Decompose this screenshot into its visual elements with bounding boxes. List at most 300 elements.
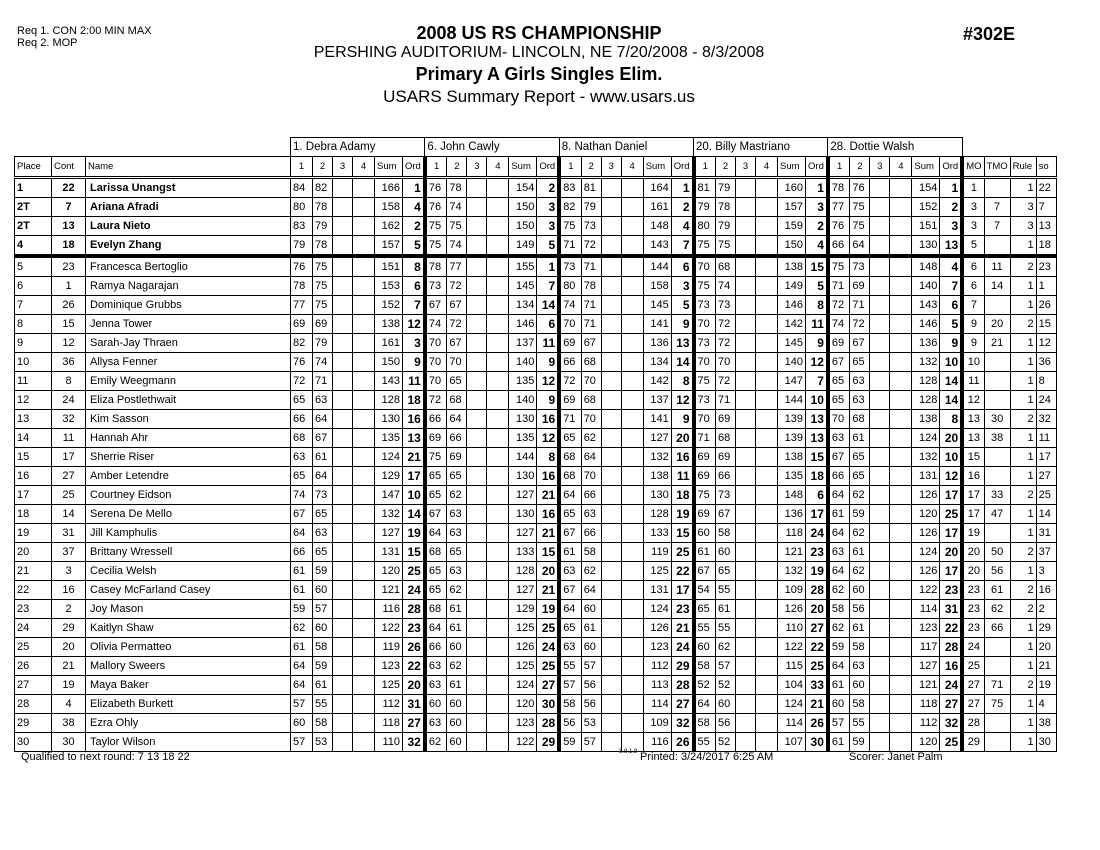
score-2: 70 — [581, 467, 601, 486]
ordinal: 20 — [940, 429, 962, 448]
table-row — [15, 448, 1057, 467]
version-code: 3.8.1.8 — [619, 749, 638, 755]
score-1: 59 — [828, 638, 850, 657]
score-3 — [601, 256, 621, 277]
score-2: 67 — [313, 429, 333, 448]
col-judge-1: 1 — [828, 157, 850, 178]
score-2: 56 — [850, 600, 870, 619]
place-cell: 6 — [15, 277, 52, 296]
table-row — [15, 581, 1057, 600]
ordinal: 23 — [806, 543, 828, 562]
score-sum: 122 — [912, 581, 940, 600]
score-1: 63 — [291, 448, 313, 467]
col-rule: Rule — [1010, 157, 1036, 178]
score-2: 75 — [447, 217, 467, 236]
score-3 — [601, 334, 621, 353]
score-sum: 131 — [643, 581, 671, 600]
skater-name: Elizabeth Burkett — [86, 695, 291, 714]
score-sum: 128 — [643, 505, 671, 524]
score-2: 73 — [313, 486, 333, 505]
ordinal: 7 — [806, 372, 828, 391]
score-sum: 154 — [509, 178, 537, 198]
ordinal: 26 — [403, 638, 425, 657]
score-3 — [333, 198, 353, 217]
score-3 — [601, 714, 621, 733]
score-sum: 120 — [912, 505, 940, 524]
score-sum: 133 — [509, 543, 537, 562]
place-cell: 30 — [15, 733, 52, 752]
score-3 — [601, 198, 621, 217]
ordinal: 27 — [671, 695, 693, 714]
score-3 — [870, 236, 890, 257]
score-1: 65 — [694, 600, 716, 619]
score-sum: 124 — [778, 695, 806, 714]
score-3 — [736, 236, 756, 257]
contestant-number: 7 — [52, 198, 86, 217]
score-2: 70 — [447, 353, 467, 372]
ordinal: 12 — [537, 429, 559, 448]
score-1: 60 — [828, 695, 850, 714]
ordinal: 16 — [403, 410, 425, 429]
score-3 — [601, 429, 621, 448]
ordinal: 25 — [537, 657, 559, 676]
score-3 — [736, 353, 756, 372]
score-1: 75 — [694, 277, 716, 296]
start-order: 7 — [1036, 198, 1056, 217]
ordinal: 24 — [537, 638, 559, 657]
col-judge-1: 1 — [559, 157, 581, 178]
place-cell: 22 — [15, 581, 52, 600]
start-order: 29 — [1036, 619, 1056, 638]
score-1: 60 — [291, 714, 313, 733]
score-sum: 132 — [643, 448, 671, 467]
start-order: 38 — [1036, 714, 1056, 733]
ordinal: 26 — [806, 714, 828, 733]
rule: 2 — [1010, 543, 1036, 562]
score-3 — [333, 638, 353, 657]
score-2: 58 — [850, 695, 870, 714]
score-sum: 143 — [375, 372, 403, 391]
skater-name: Jenna Tower — [86, 315, 291, 334]
score-sum: 141 — [643, 315, 671, 334]
score-1: 61 — [694, 543, 716, 562]
contestant-number: 24 — [52, 391, 86, 410]
ordinal: 1 — [671, 178, 693, 198]
score-1: 66 — [828, 467, 850, 486]
col-judge-ord: Ord — [806, 157, 828, 178]
score-1: 74 — [425, 315, 447, 334]
score-2: 63 — [447, 562, 467, 581]
score-2: 63 — [850, 657, 870, 676]
score-sum: 138 — [375, 315, 403, 334]
table-row — [15, 410, 1057, 429]
score-4 — [621, 217, 643, 236]
score-2: 67 — [716, 505, 736, 524]
score-4 — [621, 198, 643, 217]
score-4 — [890, 429, 912, 448]
score-2: 61 — [716, 600, 736, 619]
place-cell: 21 — [15, 562, 52, 581]
score-sum: 162 — [375, 217, 403, 236]
score-2: 63 — [581, 505, 601, 524]
total-majority-ordinal: 14 — [984, 277, 1010, 296]
score-sum: 130 — [375, 410, 403, 429]
start-order: 24 — [1036, 391, 1056, 410]
ordinal: 16 — [537, 410, 559, 429]
score-2: 60 — [850, 676, 870, 695]
score-4 — [621, 543, 643, 562]
total-majority-ordinal: 61 — [984, 581, 1010, 600]
score-4 — [890, 236, 912, 257]
ordinal: 20 — [671, 429, 693, 448]
score-3 — [467, 581, 487, 600]
score-sum: 150 — [509, 198, 537, 217]
score-2: 61 — [313, 676, 333, 695]
ordinal: 9 — [671, 410, 693, 429]
ordinal: 31 — [403, 695, 425, 714]
score-sum: 126 — [778, 600, 806, 619]
score-sum: 149 — [509, 236, 537, 257]
score-2: 71 — [313, 372, 333, 391]
ordinal: 5 — [806, 277, 828, 296]
score-1: 73 — [694, 334, 716, 353]
score-3 — [736, 676, 756, 695]
ordinal: 15 — [403, 543, 425, 562]
majority-ordinal: 27 — [962, 676, 984, 695]
majority-ordinal: 5 — [962, 236, 984, 257]
score-4 — [756, 543, 778, 562]
score-3 — [467, 505, 487, 524]
ordinal: 25 — [806, 657, 828, 676]
score-4 — [890, 334, 912, 353]
score-3 — [467, 543, 487, 562]
ordinal: 5 — [940, 315, 962, 334]
score-sum: 146 — [509, 315, 537, 334]
score-2: 66 — [716, 467, 736, 486]
score-4 — [487, 619, 509, 638]
score-1: 65 — [425, 467, 447, 486]
score-3 — [333, 676, 353, 695]
ordinal: 17 — [940, 524, 962, 543]
ordinal: 8 — [537, 448, 559, 467]
contestant-number: 23 — [52, 256, 86, 277]
total-majority-ordinal: 21 — [984, 334, 1010, 353]
score-sum: 154 — [912, 178, 940, 198]
score-2: 62 — [447, 486, 467, 505]
ordinal: 8 — [403, 256, 425, 277]
col-judge-sum: Sum — [375, 157, 403, 178]
score-1: 52 — [694, 676, 716, 695]
total-majority-ordinal: 7 — [984, 217, 1010, 236]
score-2: 63 — [447, 505, 467, 524]
contestant-number: 31 — [52, 524, 86, 543]
score-2: 69 — [447, 448, 467, 467]
place-cell: 20 — [15, 543, 52, 562]
score-4 — [487, 448, 509, 467]
score-4 — [890, 562, 912, 581]
score-3 — [601, 486, 621, 505]
table-row — [15, 562, 1057, 581]
score-4 — [353, 334, 375, 353]
score-2: 71 — [716, 391, 736, 410]
score-4 — [621, 676, 643, 695]
score-sum: 130 — [643, 486, 671, 505]
venue-dates: PERSHING AUDITORIUM- LINCOLN, NE 7/20/2008 - 8/3/2008 — [313, 44, 765, 61]
ordinal: 1 — [403, 178, 425, 198]
score-sum: 149 — [778, 277, 806, 296]
score-1: 74 — [828, 315, 850, 334]
score-1: 75 — [425, 217, 447, 236]
col-judge-sum: Sum — [778, 157, 806, 178]
score-2: 58 — [313, 714, 333, 733]
score-3 — [870, 277, 890, 296]
score-2: 60 — [716, 543, 736, 562]
score-4 — [353, 236, 375, 257]
score-sum: 140 — [509, 391, 537, 410]
score-sum: 124 — [375, 448, 403, 467]
score-4 — [890, 505, 912, 524]
table-row — [15, 676, 1057, 695]
score-3 — [333, 657, 353, 676]
score-3 — [333, 296, 353, 315]
score-4 — [487, 467, 509, 486]
ordinal: 8 — [806, 296, 828, 315]
score-sum: 157 — [778, 198, 806, 217]
score-2: 78 — [581, 277, 601, 296]
score-1: 69 — [559, 334, 581, 353]
score-4 — [621, 296, 643, 315]
score-3 — [467, 448, 487, 467]
score-sum: 125 — [509, 619, 537, 638]
score-sum: 145 — [643, 296, 671, 315]
score-sum: 153 — [375, 277, 403, 296]
ordinal: 24 — [806, 524, 828, 543]
score-3 — [601, 391, 621, 410]
ordinal: 22 — [940, 619, 962, 638]
score-3 — [467, 217, 487, 236]
score-1: 69 — [559, 391, 581, 410]
score-1: 64 — [559, 486, 581, 505]
score-sum: 138 — [778, 256, 806, 277]
score-sum: 121 — [778, 543, 806, 562]
championship-title: 2008 US RS CHAMPIONSHIP — [416, 23, 662, 43]
score-2: 60 — [447, 638, 467, 657]
score-4 — [890, 638, 912, 657]
score-3 — [870, 315, 890, 334]
score-4 — [353, 277, 375, 296]
contestant-number: 11 — [52, 429, 86, 448]
score-1: 78 — [291, 277, 313, 296]
score-sum: 125 — [643, 562, 671, 581]
rule: 1 — [1010, 178, 1036, 198]
skater-name: Maya Baker — [86, 676, 291, 695]
score-sum: 116 — [375, 600, 403, 619]
score-2: 78 — [313, 198, 333, 217]
table-row — [15, 217, 1057, 236]
score-sum: 127 — [509, 524, 537, 543]
col-judge-1: 1 — [694, 157, 716, 178]
score-1: 67 — [828, 353, 850, 372]
event-number: #302E — [963, 24, 1016, 44]
total-majority-ordinal — [984, 467, 1010, 486]
score-2: 78 — [447, 178, 467, 198]
score-2: 68 — [581, 353, 601, 372]
score-3 — [467, 486, 487, 505]
col-judge-sum: Sum — [912, 157, 940, 178]
score-sum: 118 — [912, 695, 940, 714]
table-row — [15, 467, 1057, 486]
score-4 — [487, 695, 509, 714]
col-judge-3: 3 — [736, 157, 756, 178]
report-header — [0, 22, 1100, 108]
ordinal: 1 — [940, 178, 962, 198]
score-2: 59 — [850, 505, 870, 524]
place-cell: 24 — [15, 619, 52, 638]
score-3 — [870, 619, 890, 638]
skater-name: Emily Weegmann — [86, 372, 291, 391]
score-4 — [353, 410, 375, 429]
contestant-number: 3 — [52, 562, 86, 581]
score-1: 78 — [828, 178, 850, 198]
col-cont: Cont — [52, 157, 86, 178]
ordinal: 12 — [403, 315, 425, 334]
start-order: 25 — [1036, 486, 1056, 505]
score-3 — [870, 543, 890, 562]
place-cell: 23 — [15, 600, 52, 619]
score-4 — [621, 315, 643, 334]
skater-name: Joy Mason — [86, 600, 291, 619]
start-order: 32 — [1036, 410, 1056, 429]
ordinal: 6 — [403, 277, 425, 296]
score-3 — [333, 600, 353, 619]
score-1: 79 — [694, 198, 716, 217]
score-sum: 141 — [643, 410, 671, 429]
score-3 — [601, 505, 621, 524]
ordinal: 2 — [671, 198, 693, 217]
score-3 — [601, 676, 621, 695]
score-sum: 132 — [912, 353, 940, 372]
score-1: 75 — [425, 448, 447, 467]
start-order: 37 — [1036, 543, 1056, 562]
judge-name: 20. Billy Mastriano — [694, 138, 828, 157]
contestant-number: 22 — [52, 178, 86, 198]
score-2: 60 — [581, 638, 601, 657]
score-2: 55 — [850, 714, 870, 733]
ordinal: 27 — [403, 714, 425, 733]
score-sum: 109 — [778, 581, 806, 600]
score-3 — [333, 619, 353, 638]
score-4 — [487, 296, 509, 315]
score-1: 69 — [694, 448, 716, 467]
score-sum: 140 — [778, 353, 806, 372]
col-so: so — [1036, 157, 1056, 178]
ordinal: 3 — [537, 198, 559, 217]
start-order: 18 — [1036, 236, 1056, 257]
ordinal: 14 — [940, 372, 962, 391]
majority-ordinal: 3 — [962, 217, 984, 236]
ordinal: 28 — [537, 714, 559, 733]
score-1: 54 — [694, 581, 716, 600]
majority-ordinal: 3 — [962, 198, 984, 217]
ordinal: 2 — [806, 217, 828, 236]
start-order: 31 — [1036, 524, 1056, 543]
col-judge-1: 1 — [291, 157, 313, 178]
score-3 — [870, 372, 890, 391]
ordinal: 5 — [671, 296, 693, 315]
rule: 1 — [1010, 448, 1036, 467]
score-1: 63 — [559, 638, 581, 657]
score-2: 52 — [716, 676, 736, 695]
column-header-row — [15, 157, 1057, 178]
score-4 — [621, 600, 643, 619]
score-2: 68 — [581, 391, 601, 410]
score-3 — [870, 296, 890, 315]
score-3 — [736, 524, 756, 543]
score-4 — [487, 410, 509, 429]
start-order: 15 — [1036, 315, 1056, 334]
score-1: 80 — [694, 217, 716, 236]
start-order: 11 — [1036, 429, 1056, 448]
score-2: 60 — [313, 581, 333, 600]
skater-name: Cecilia Welsh — [86, 562, 291, 581]
score-3 — [601, 448, 621, 467]
score-3 — [736, 372, 756, 391]
score-3 — [870, 334, 890, 353]
score-2: 61 — [850, 429, 870, 448]
score-sum: 145 — [509, 277, 537, 296]
ordinal: 31 — [940, 600, 962, 619]
score-4 — [756, 236, 778, 257]
score-sum: 122 — [778, 638, 806, 657]
place-cell: 5 — [15, 256, 52, 277]
score-3 — [467, 178, 487, 198]
ordinal: 24 — [403, 581, 425, 600]
score-4 — [890, 619, 912, 638]
contestant-number: 26 — [52, 296, 86, 315]
rule: 2 — [1010, 600, 1036, 619]
score-4 — [756, 505, 778, 524]
skater-name: Taylor Wilson — [86, 733, 291, 752]
score-sum: 135 — [509, 429, 537, 448]
score-sum: 143 — [912, 296, 940, 315]
ordinal: 9 — [806, 334, 828, 353]
score-2: 63 — [850, 372, 870, 391]
ordinal: 18 — [403, 391, 425, 410]
score-1: 61 — [291, 638, 313, 657]
rule: 1 — [1010, 505, 1036, 524]
start-order: 20 — [1036, 638, 1056, 657]
ordinal: 28 — [806, 581, 828, 600]
score-4 — [487, 581, 509, 600]
score-1: 65 — [425, 562, 447, 581]
place-cell: 12 — [15, 391, 52, 410]
score-2: 74 — [447, 236, 467, 257]
col-judge-ord: Ord — [940, 157, 962, 178]
contestant-number: 15 — [52, 315, 86, 334]
score-2: 79 — [313, 217, 333, 236]
score-3 — [467, 467, 487, 486]
total-majority-ordinal — [984, 236, 1010, 257]
score-2: 68 — [716, 256, 736, 277]
score-1: 64 — [828, 524, 850, 543]
ordinal: 9 — [537, 353, 559, 372]
table-row — [15, 353, 1057, 372]
contestant-number: 13 — [52, 217, 86, 236]
ordinal: 27 — [940, 695, 962, 714]
score-4 — [487, 524, 509, 543]
ordinal: 18 — [671, 486, 693, 505]
score-3 — [736, 581, 756, 600]
